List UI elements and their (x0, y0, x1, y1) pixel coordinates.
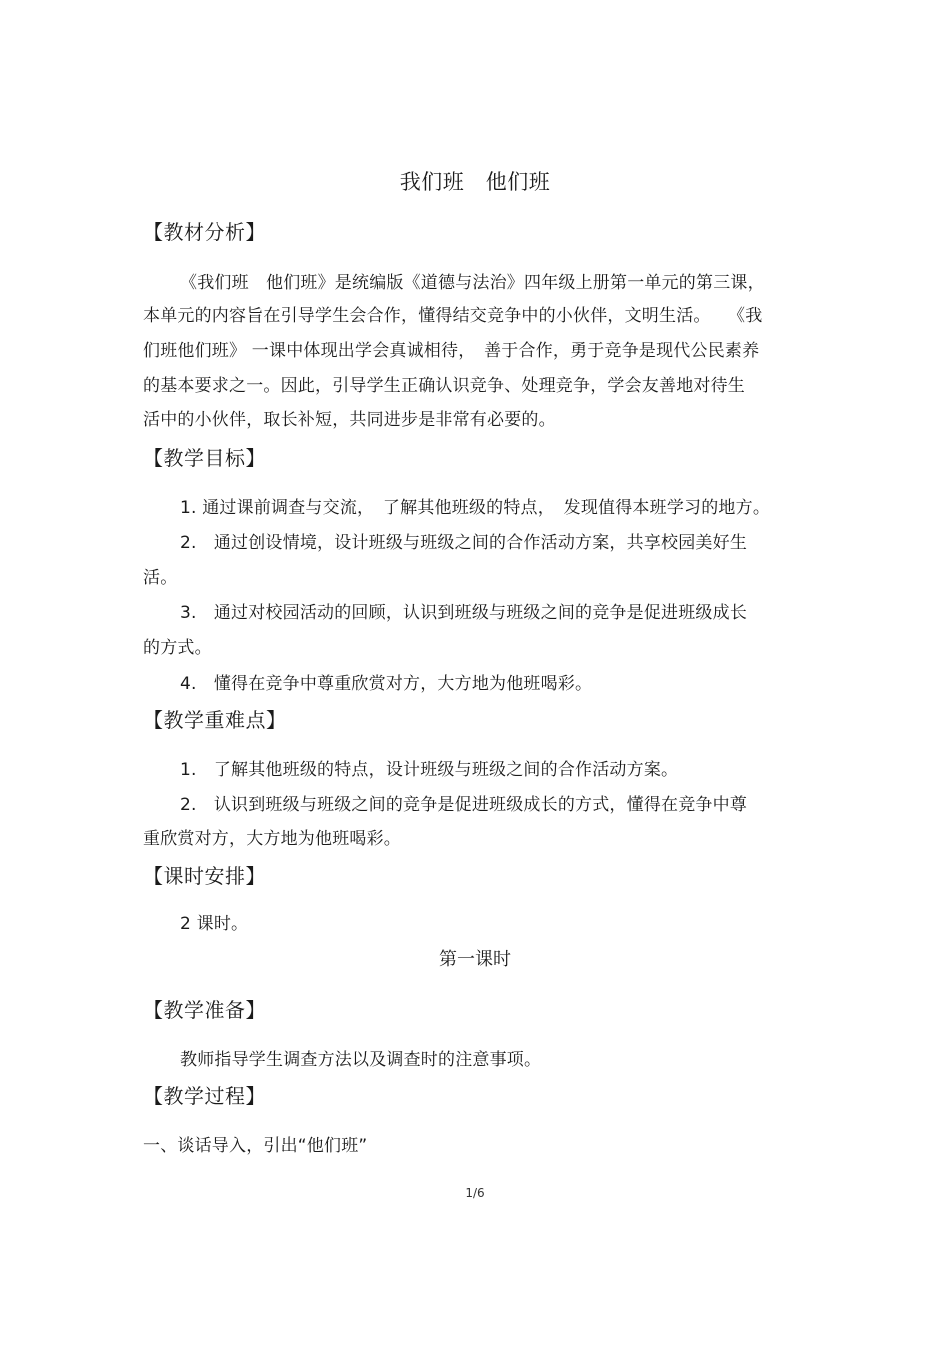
prep-text: 教师指导学生调查方法以及调查时的注意事项。 (180, 1050, 542, 1070)
goal-line-6: 4. 懂得在竞争中尊重欣赏对方，大方地为他班喝彩。 (180, 674, 593, 694)
analysis-line-1: 《我们班 他们班》是统编版《道德与法治》四年级上册第一单元的第三课， (180, 273, 765, 293)
heading-goals: 【教学目标】 (143, 446, 266, 470)
goal-line-4: 3. 通过对校园活动的回顾，认识到班级与班级之间的竞争是促进班级成长 (180, 603, 748, 623)
goal-line-5: 的方式。 (143, 638, 212, 658)
process-text: 一、谈话导入，引出“他们班” (143, 1136, 368, 1156)
keypoint-line-1: 1. 了解其他班级的特点，设计班级与班级之间的合作活动方案。 (180, 760, 679, 780)
goal-line-3: 活。 (143, 568, 178, 588)
page-number: 1/6 (465, 1186, 485, 1200)
document-title: 我们班 他们班 (399, 170, 551, 194)
heading-prep: 【教学准备】 (143, 998, 266, 1022)
analysis-line-5: 活中的小伙伴，取长补短，共同进步是非常有必要的。 (143, 410, 556, 430)
analysis-line-3: 们班他们班》 一课中体现出学会真诚相待， 善于合作，勇于竞争是现代公民素养 (143, 341, 760, 361)
analysis-line-2: 本单元的内容旨在引导学生会合作，懂得结交竞争中的小伙伴，文明生活。 《我 (143, 306, 763, 326)
keypoint-line-2: 2. 认识到班级与班级之间的竞争是促进班级成长的方式，懂得在竞争中尊 (180, 795, 748, 815)
goal-line-2: 2. 通过创设情境，设计班级与班级之间的合作活动方案，共享校园美好生 (180, 533, 748, 553)
goal-line-1: 1. 通过课前调查与交流， 了解其他班级的特点， 发现值得本班学习的地方。 (180, 498, 771, 518)
heading-analysis: 【教材分析】 (143, 220, 266, 244)
heading-schedule: 【课时安排】 (143, 864, 266, 888)
schedule-text: 2 课时。 (180, 914, 249, 934)
heading-keypoints: 【教学重难点】 (143, 708, 287, 732)
keypoint-line-3: 重欣赏对方，大方地为他班喝彩。 (143, 829, 401, 849)
lesson-title: 第一课时 (439, 949, 511, 970)
analysis-line-4: 的基本要求之一。因此，引导学生正确认识竞争、处理竞争，学会友善地对待生 (143, 376, 745, 396)
heading-process: 【教学过程】 (143, 1084, 266, 1108)
